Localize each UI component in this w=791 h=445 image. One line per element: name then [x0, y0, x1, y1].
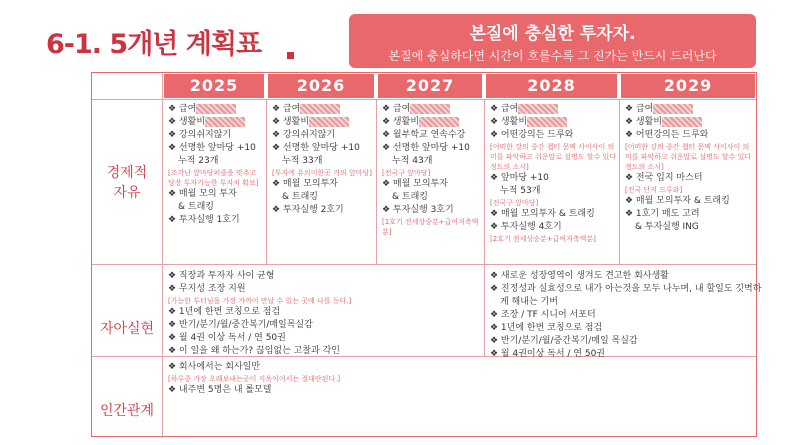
list-item — [272, 178, 374, 191]
cell-economic-2025 — [168, 103, 264, 227]
grid-line — [484, 99, 485, 356]
list-item — [490, 322, 752, 335]
cell-economic-2029 — [625, 103, 753, 234]
item-text: ❖ 새로운 성장영역이 생겨도 견고한 회사생활 — [490, 271, 669, 281]
note-text — [382, 168, 482, 178]
redacted-value — [196, 104, 236, 114]
list-item — [382, 178, 482, 191]
list-item — [272, 204, 374, 217]
item-text: [전국 단지 드루와] — [625, 186, 683, 194]
item-text: & 투자실행 ING — [635, 222, 699, 232]
year-header-2025: 2025 — [164, 74, 264, 98]
list-item — [625, 221, 753, 234]
list-item — [382, 129, 482, 142]
item-text: [1호기 전세상승분+급여저축액분] — [382, 218, 479, 236]
list-item — [168, 201, 264, 214]
item-text: ❖ 강의쉬지않기 — [168, 130, 232, 140]
list-item — [168, 306, 480, 319]
note-text — [168, 168, 264, 188]
list-item — [490, 283, 762, 296]
item-text: ❖ 급여 — [382, 104, 411, 114]
redacted-value — [205, 117, 245, 127]
item-text: ❖ 월 4권 이상 독서 / 연 50권 — [168, 333, 286, 343]
item-text: 게 해내는 기버 — [500, 297, 558, 307]
list-item — [168, 345, 480, 358]
item-text: ❖ 반기/분기/월/중간복기/매일목실감 — [168, 320, 313, 330]
note-text — [168, 296, 480, 306]
item-text: ❖ 진정성과 실효성으로 내가 아는것을 모두 나누며, 내 할일도 깃벽하 — [490, 284, 762, 294]
year-header-2026: 2026 — [268, 74, 374, 98]
item-text: ❖ 생활비 — [272, 117, 310, 127]
note-text — [168, 374, 568, 384]
list-item — [272, 116, 374, 129]
list-item — [168, 214, 264, 227]
note-text — [272, 168, 374, 178]
grid-line — [266, 99, 267, 264]
cell-self-right — [490, 270, 762, 361]
cell-self-left — [168, 270, 480, 358]
item-text: ❖ 내주변 5명은 내 롤모델 — [168, 385, 272, 395]
list-item — [272, 155, 374, 168]
item-text: ❖ 이 일을 왜 하는가? 끊임없는 고찰과 각인 — [168, 346, 340, 356]
note-text — [490, 198, 617, 208]
item-text: 누적 23개 — [178, 156, 219, 166]
list-item — [382, 103, 482, 116]
grid-line — [162, 73, 163, 438]
item-text: & 트래킹 — [178, 202, 214, 212]
item-text: & 트래킹 — [392, 192, 428, 202]
redacted-value — [662, 117, 702, 127]
note-text — [382, 217, 482, 237]
note-text — [490, 234, 617, 244]
item-text: ❖ 회사에서는 회사일만 — [168, 362, 261, 372]
item-text: ❖ 투자실행 3호기 — [382, 205, 454, 215]
item-text: ❖ 매월 모의투자 — [382, 179, 448, 189]
item-text: ❖ 투자실행 1호기 — [168, 215, 240, 225]
item-text: ❖ 투자실행 2호기 — [272, 205, 344, 215]
item-text: ❖ 생활비 — [625, 117, 663, 127]
grid-line — [92, 264, 756, 265]
item-text: [가능한 투터님을 가장 가까이 만날 수 있는 곳에 나를 둔다.] — [168, 297, 352, 305]
note-text — [625, 142, 753, 172]
grid-line — [619, 99, 620, 264]
item-text: [어떠한 강의 중간 챕터 문맥 사이사이 의미를 파악하고 쉬운말로 설명도 할수 있다 정도의 소시] — [490, 143, 617, 171]
note-text — [490, 142, 617, 172]
item-text: ❖ 어떤강의든 드루와 — [490, 130, 574, 140]
banner-main: 본질에 충실한 투자자. — [469, 24, 636, 44]
item-text: ❖ 생활비 — [490, 117, 528, 127]
list-item — [490, 296, 752, 309]
list-item — [625, 116, 753, 129]
redacted-value — [410, 104, 450, 114]
item-text: ❖ 매월 모의투자 — [272, 179, 338, 189]
item-text: ❖ 매월 모의투자 & 트래킹 — [490, 209, 595, 219]
list-item — [168, 319, 480, 332]
item-text: [투자에 유의미한곳 거의 앞마당] — [272, 169, 373, 177]
item-text: ❖ 조장 / TF 시니어 서포터 — [490, 310, 596, 320]
list-item — [490, 348, 752, 361]
redacted-value — [527, 117, 567, 127]
cell-economic-2026 — [272, 103, 374, 217]
list-item — [168, 361, 568, 374]
list-item — [490, 129, 617, 142]
list-item — [168, 129, 264, 142]
list-item — [168, 384, 568, 397]
item-text: ❖ 매월 모의 투자 — [168, 189, 237, 199]
list-item — [490, 185, 617, 198]
plan-table — [91, 72, 762, 437]
banner-sub: 본질에 충실하다면 시간이 흐를수록 그 진가는 반드시 드러난다 — [388, 49, 717, 63]
list-item — [490, 221, 617, 234]
page-title: 6-1. 5개년 계획표 — [46, 29, 262, 60]
item-text: ❖ 월 4권이상 독서 / 연 50권 — [490, 349, 605, 359]
redacted-value — [309, 117, 349, 127]
list-item — [490, 270, 752, 283]
item-text: ❖ 어떤강의든 드루와 — [625, 130, 709, 140]
list-item — [168, 142, 264, 155]
list-item — [490, 335, 752, 348]
list-item — [272, 129, 374, 142]
item-text: ❖ 앞마당 +10 — [490, 173, 549, 183]
list-item — [382, 204, 482, 217]
redacted-value — [419, 117, 459, 127]
item-text: ❖ 반기/분기/월/중간복기/매일 목실감 — [490, 336, 638, 346]
list-item — [168, 155, 264, 168]
item-text: 누적 53개 — [500, 186, 541, 196]
cell-relations — [168, 361, 568, 397]
item-text: ❖ 매월 모의투자 & 트래킹 — [625, 196, 730, 206]
redacted-value — [300, 104, 340, 114]
item-text: & 트래킹 — [282, 192, 318, 202]
list-item — [382, 142, 482, 155]
list-item — [382, 191, 482, 204]
item-text: ❖ 투자실행 4호기 — [490, 222, 562, 232]
list-item — [382, 155, 482, 168]
row-label-economic: 경제적 자유 — [106, 165, 148, 201]
item-text: ❖ 1년에 한번 코칭으로 점검 — [168, 307, 281, 317]
note-text — [625, 185, 753, 195]
list-item — [272, 191, 374, 204]
item-text: ❖ 급여 — [625, 104, 654, 114]
list-item — [168, 188, 264, 201]
redacted-value — [653, 104, 693, 114]
item-text: ❖ 생활비 — [382, 117, 420, 127]
item-text: ❖ 선명한 앞마당 +10 — [168, 143, 256, 153]
list-item — [382, 116, 482, 129]
item-text: [하루중 가장 오래보내는곳이 지옥이어서는 절대안된다.] — [168, 375, 341, 383]
item-text: ❖ 1호기 매도 고려 — [625, 209, 700, 219]
item-text: [2호기 전세상승분+급여저축액분] — [490, 235, 596, 243]
motto-banner — [349, 14, 756, 68]
item-text: ❖ 생활비 — [168, 117, 206, 127]
list-item — [490, 208, 617, 221]
list-item — [168, 283, 480, 296]
title-dot — [287, 52, 294, 59]
redacted-value — [518, 104, 558, 114]
list-item — [625, 103, 753, 116]
item-text: [전국구 앞마당] — [382, 169, 431, 177]
item-text: ❖ 직장과 투자자 사이 균형 — [168, 271, 275, 281]
list-item — [168, 116, 264, 129]
item-text: ❖ 선명한 앞마당 +10 — [272, 143, 360, 153]
list-item — [625, 129, 753, 142]
list-item — [168, 270, 480, 283]
cell-economic-2028 — [490, 103, 617, 244]
item-text: [전국구 앞마당] — [490, 199, 539, 207]
item-text: [어떠한 강의 중간 챕터 문맥 사이사이 의미를 파악하고 쉬운말로 설명도 할수 있다 정도의 소시] — [625, 143, 752, 171]
list-item — [168, 332, 480, 345]
item-text: ❖ 전국 입지 마스터 — [625, 173, 703, 183]
list-item — [490, 103, 617, 116]
item-text: ❖ 강의쉬지않기 — [272, 130, 336, 140]
grid-line — [92, 99, 756, 100]
row-label-relations: 인간관계 — [99, 403, 155, 419]
list-item — [490, 309, 752, 322]
year-header-2029: 2029 — [621, 74, 755, 98]
list-item — [625, 172, 753, 185]
list-item — [490, 116, 617, 129]
item-text: ❖ 급여 — [272, 104, 301, 114]
list-item — [168, 103, 264, 116]
item-text: ❖ 1년에 한번 코칭으로 점검 — [490, 323, 603, 333]
item-text: 누적 33개 — [282, 156, 323, 166]
cell-economic-2027 — [382, 103, 482, 237]
year-header-2027: 2027 — [378, 74, 482, 98]
year-header-2028: 2028 — [486, 74, 617, 98]
item-text: 누적 43개 — [392, 156, 433, 166]
item-text: ❖ 월부학교 연속수강 — [382, 130, 466, 140]
list-item — [625, 208, 753, 221]
item-text: [조각난 앞마당퍼즐을 맞추고 당장 투자가능한 투자처 확보] — [168, 169, 259, 187]
list-item — [272, 103, 374, 116]
item-text: ❖ 선명한 앞마당 +10 — [382, 143, 470, 153]
list-item — [490, 172, 617, 185]
item-text: ❖ 급여 — [490, 104, 519, 114]
list-item — [625, 195, 753, 208]
list-item — [272, 142, 374, 155]
item-text: ❖ 무지성 조장 지원 — [168, 284, 246, 294]
row-label-self: 자아실현 — [99, 321, 155, 337]
item-text: ❖ 급여 — [168, 104, 197, 114]
grid-line — [376, 99, 377, 264]
